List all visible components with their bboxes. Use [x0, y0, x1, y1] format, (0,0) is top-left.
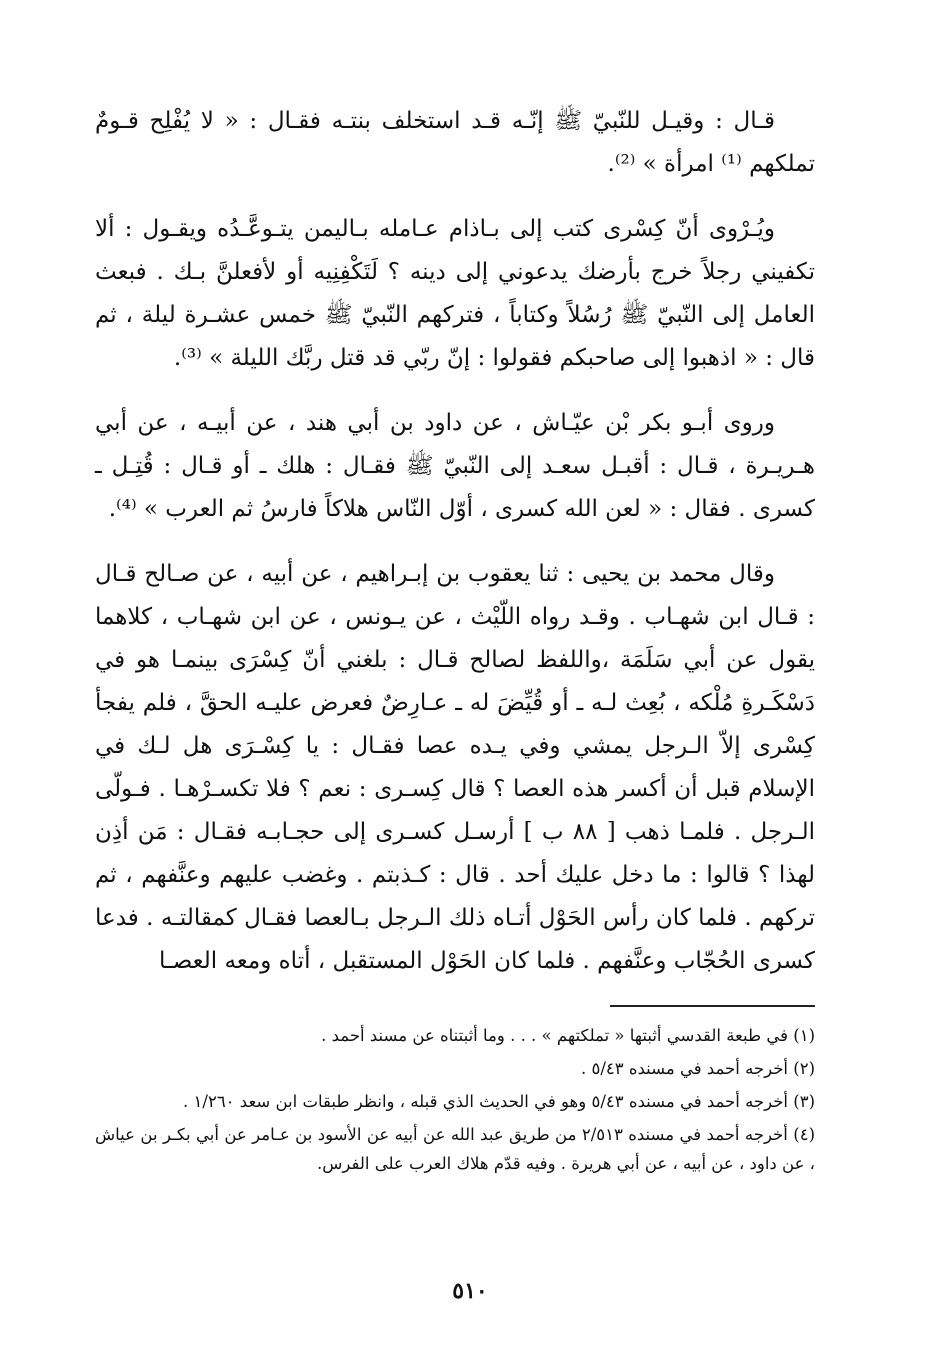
page-number: ٥١٠ [452, 1278, 488, 1304]
paragraph-1: قـال : وقيـل للنّبيّ ﷺ إنّـه قـد استخلف بنتـه فقـال : « لا يُفْلِح قـومٌ تملكهم ⁽¹⁾ امرأة » ⁽²⁾. [95, 108, 815, 177]
footnote-1: (١) في طبعة القدسي أثبتها « تملكتهم » . . . وما أثبتناه عن مسند أحمد . [321, 1026, 815, 1045]
footnote-4: (٤) أخرجه أحمد في مسنده ٢/٥١٣ من طريق عبد الله عن أبيه عن الأسود بن عـامر عن أبي بكـر بن عياش ، عن داود ، عن أبيه ، عن أبي هريرة . وفيه قدّم هلاك العرب على الفرس. [95, 1125, 815, 1173]
paragraph-2: ويُـرْوى أنّ كِسْرى كتب إلى بـاذام عـامله بـاليمن يتـوعَّـدُه ويقـول : ألا تكفيني رجلاً خرج بأرضك يدعوني إلى دينه ؟ لَتَكْفِنِيه أو لأفعلنَّ بـك . فبعث العامل إلى النّبيّ ﷺ رُسُلاً وكتاباً ، فتركهم النّبيّ ﷺ خمس عشـرة ليلة ، ثم قال : « اذهبوا إلى صاحبكم فقولوا : إنّ ربّي قد قتل ربَّك الليلة » ⁽³⁾. [95, 216, 815, 371]
paragraph-4: وقال محمد بن يحيى : ثنا يعقوب بن إبـراهيم ، عن أبيه ، عن صـالح قـال : قـال ابن شهـاب . وقـد رواه اللّيْث ، عن يـونس ، عن ابن شهـاب ، كلاهما يقول عن أبي سَلَمَة ،واللفظ لصالح قـال : بلغني أنّ كِسْرَى بينمـا هو في دَسْكَـرةِ مُلْكه ، بُعِث لـه ـ أو قُيِّضَ له ـ عـارِضٌ فعرض عليـه الحقَّ ، فلم يفجأ كِسْرى إلاّ الـرجل يمشي وفي يـده عصا فقـال : يا كِسْـرَى هل لـك في الإسلام قبل أن أكسر هذه العصا ؟ قال كِسـرى : نعم ؟ فلا تكسـرْهـا . فـولّى الـرجل . فلمـا ذهب [ ٨٨ ب ] أرسـل كسـرى إلى حجـابـه فقـال : مَن أذِن لهذا ؟ قالوا : ما دخل عليك أحد . قال : كـذبتم . وغضب عليهم وعنَّفهم ، ثم تركهم . فلما كان رأس الحَوْل أتـاه ذلك الـرجل بـالعصا فقـال كمقالتـه . فدعا كسرى الحُجّاب وعنَّفهم . فلما كان الحَوْل المستقبل ، أتاه ومعه العصـا [95, 561, 816, 974]
paragraph-3: وروى أبـو بكر بْن عيّـاش ، عن داود بن أبي هند ، عن أبيـه ، عن أبي هـريـرة ، قـال : أقبـل سعـد إلى النّبيّ ﷺ فقـال : هلك ـ أو قـال : قُتِـل ـ كسرى . فقال : « لعن الله كسرى ، أوّل النّاس هلاكاً فارسُ ثم العرب » ⁽⁴⁾. [95, 410, 815, 522]
footnote-3: (٣) أخرجه أحمد في مسنده ٥/٤٣ وهو في الحديث الذي قبله ، وانظر طبقات ابن سعد ١/٢٦٠ . [183, 1092, 815, 1111]
footnotes [95, 1021, 815, 1178]
page-body [95, 100, 815, 1182]
footnote-2: (٢) أخرجه أحمد في مسنده ٥/٤٣ . [580, 1059, 815, 1078]
footnote-divider [610, 1005, 815, 1007]
